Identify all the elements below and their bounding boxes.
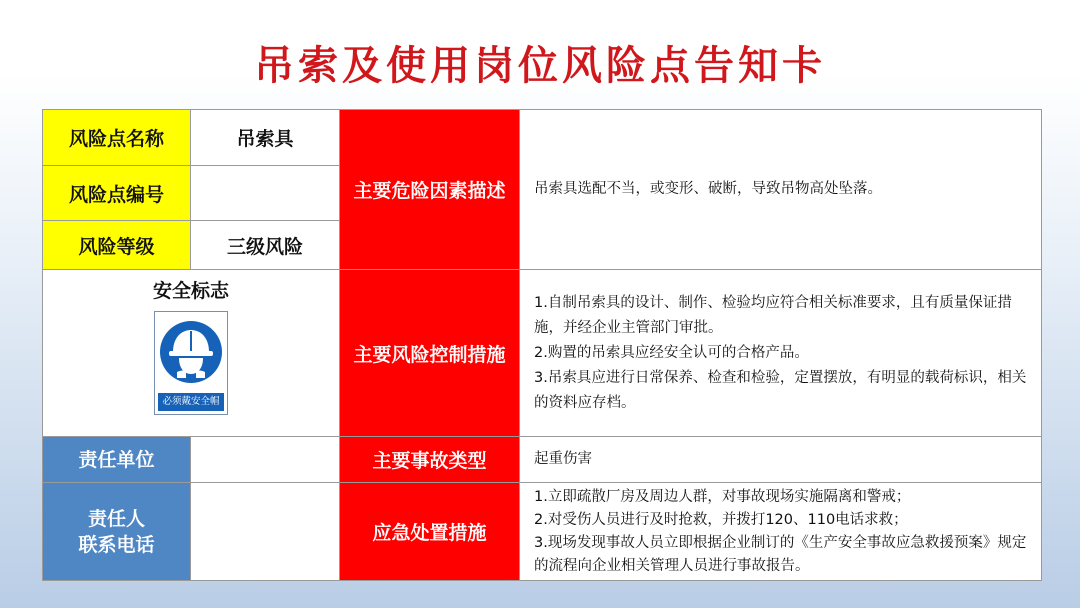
hazard-text: 吊索具选配不当，或变形、破断，导致吊物高处坠落。 xyxy=(520,110,1042,270)
accident-type-label: 主要事故类型 xyxy=(340,437,520,483)
accident-type-text: 起重伤害 xyxy=(520,437,1042,483)
table-row xyxy=(43,437,1042,483)
control-item: 3.吊索具应进行日常保养、检查和检验，定置摆放，有明显的载荷标识，相关的资料应存档。 xyxy=(534,369,1027,411)
helmet-sign-caption: 必须戴安全帽 xyxy=(158,393,224,411)
emergency-item: 2.对受伤人员进行及时抢救，并拨打120、110电话求救； xyxy=(534,511,908,528)
hazard-label: 主要危险因素描述 xyxy=(340,110,520,270)
risk-name-value: 吊索具 xyxy=(191,110,340,166)
control-text xyxy=(520,270,1042,437)
table-row xyxy=(43,270,1042,437)
safety-sign-cell xyxy=(43,270,340,437)
table-row xyxy=(43,483,1042,581)
risk-card-table xyxy=(42,109,1042,581)
emergency-item: 1.立即疏散厂房及周边人群，对事故现场实施隔离和警戒； xyxy=(534,488,911,505)
risk-code-value xyxy=(191,166,340,221)
responsible-unit-label: 责任单位 xyxy=(43,437,191,483)
table-row xyxy=(43,110,1042,166)
emergency-text xyxy=(520,483,1042,581)
contact-label-line1: 责任人 xyxy=(87,507,145,530)
contact-value xyxy=(191,483,340,581)
emergency-item: 3.现场发现事故人员立即根据企业制订的《生产安全事故应急救援预案》规定的流程向企业相关管理人员进行事故报告。 xyxy=(534,534,1027,574)
risk-level-label: 风险等级 xyxy=(43,221,191,270)
risk-code-label: 风险点编号 xyxy=(43,166,191,221)
emergency-label: 应急处置措施 xyxy=(340,483,520,581)
control-label: 主要风险控制措施 xyxy=(340,270,520,437)
page-title: 吊索及使用岗位风险点告知卡 xyxy=(254,43,826,89)
control-item: 1.自制吊索具的设计、制作、检验均应符合相关标准要求，且有质量保证措施，并经企业主管部门审批。 xyxy=(534,294,1012,336)
risk-level-value: 三级风险 xyxy=(191,221,340,270)
contact-label-line2: 联系电话 xyxy=(78,533,155,556)
risk-name-label: 风险点名称 xyxy=(43,110,191,166)
contact-label xyxy=(43,483,191,581)
control-item: 2.购置的吊索具应经安全认可的合格产品。 xyxy=(534,344,809,361)
safety-sign-label: 安全标志 xyxy=(152,280,229,302)
helmet-icon xyxy=(155,312,227,392)
responsible-unit-value xyxy=(191,437,340,483)
helmet-sign xyxy=(154,311,228,415)
